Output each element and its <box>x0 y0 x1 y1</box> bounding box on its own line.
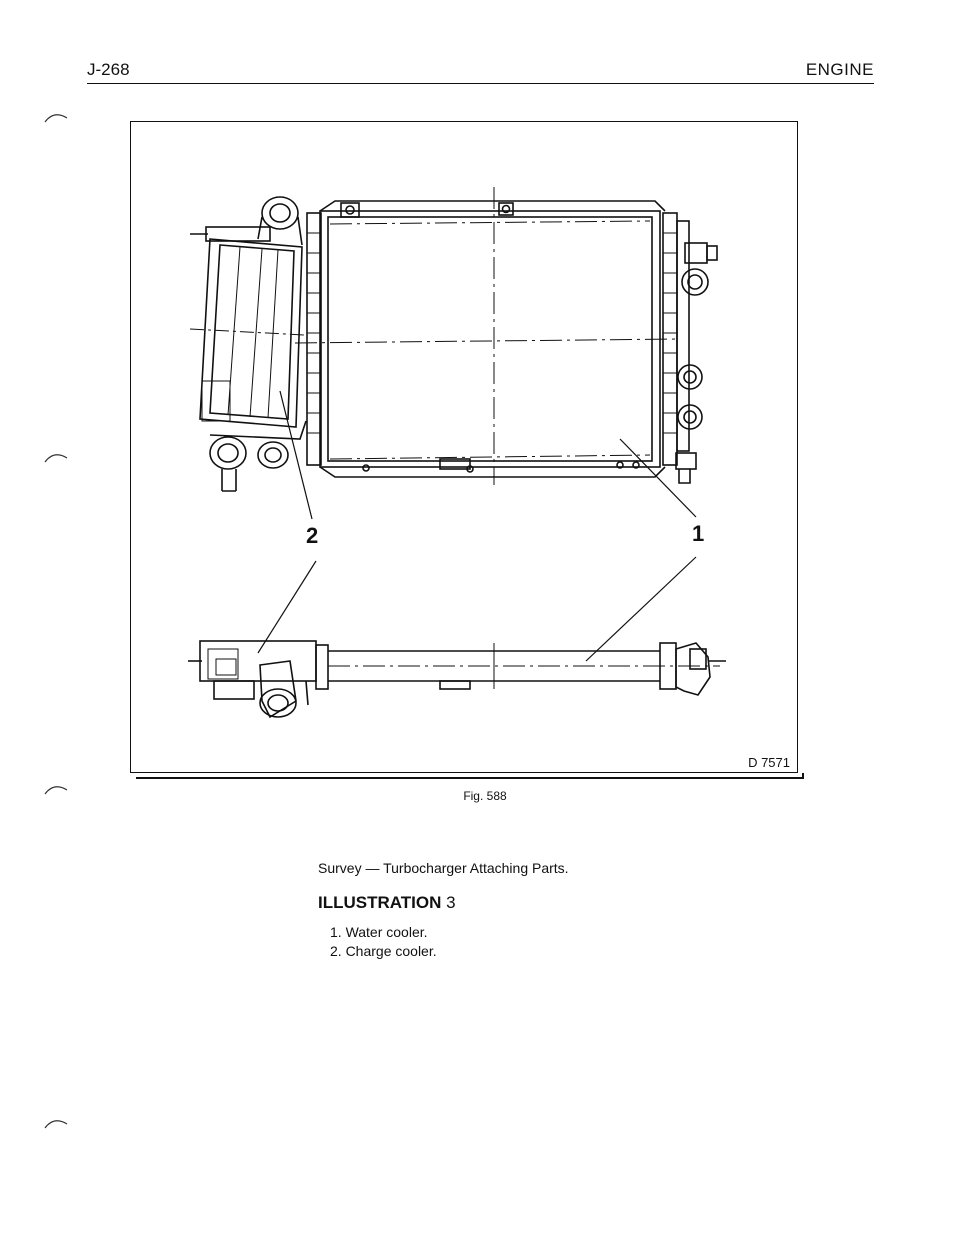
survey-heading: Survey — Turbocharger Attaching Parts. <box>318 860 569 876</box>
page-number: J-268 <box>87 60 130 79</box>
assembly-top-view <box>188 641 726 717</box>
margin-mark-icon <box>42 108 70 126</box>
illustration-title <box>318 893 456 913</box>
figure <box>130 121 804 779</box>
header-rule <box>87 83 874 84</box>
callout-2: 2 <box>306 523 319 548</box>
callout-1: 1 <box>692 521 705 546</box>
legend-item: 1. Water cooler. <box>330 924 428 940</box>
illustration-title-label: ILLUSTRATION <box>318 893 442 912</box>
legend-item: 2. Charge cooler. <box>330 943 437 959</box>
figure-caption: Fig. 588 <box>463 789 507 803</box>
section-title: ENGINE <box>805 60 874 79</box>
figure-frame-shadow <box>136 773 804 779</box>
radiator-assembly-drawing <box>130 121 798 773</box>
margin-mark-icon <box>42 1114 70 1132</box>
illustration-number: 3 <box>446 893 456 912</box>
figure-reference: D 7571 <box>748 755 790 770</box>
margin-mark-icon <box>42 448 70 466</box>
legend-list <box>330 923 437 961</box>
water-cooler-radiator <box>295 187 717 485</box>
charge-cooler <box>190 197 306 491</box>
